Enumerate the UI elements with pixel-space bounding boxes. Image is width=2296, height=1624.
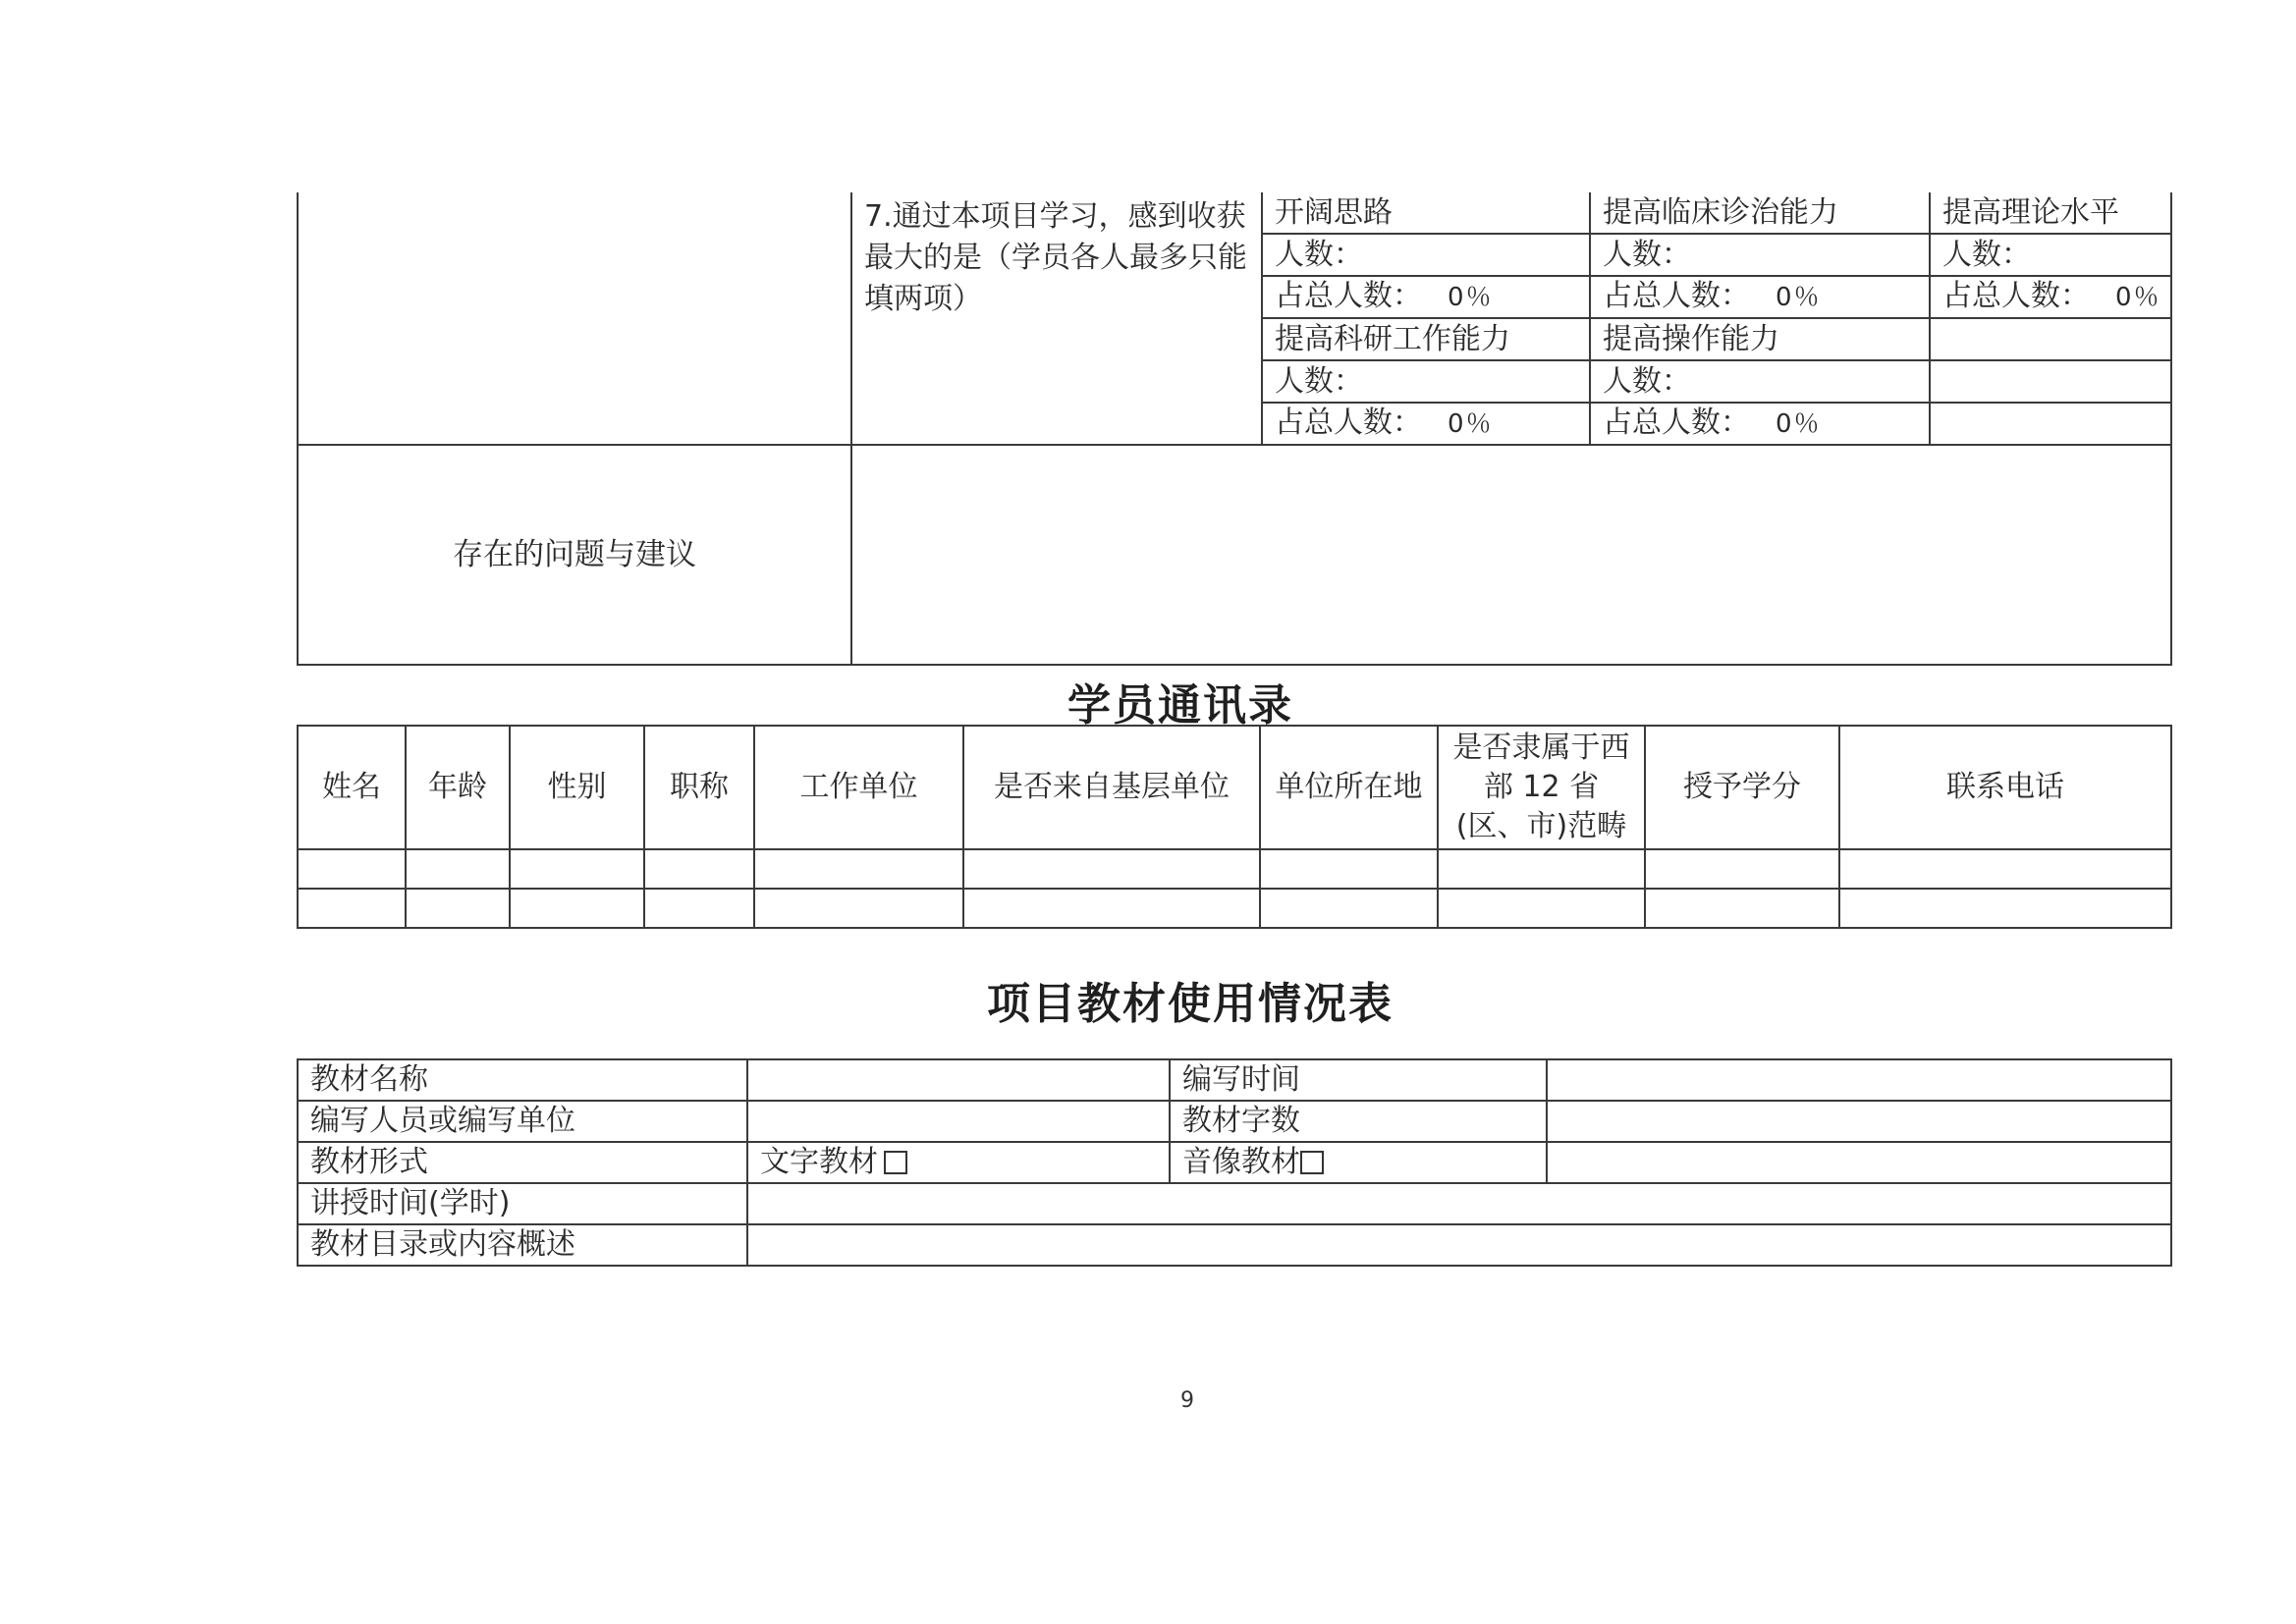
material-name-field[interactable] xyxy=(747,1059,1170,1101)
table-cell[interactable] xyxy=(1839,849,2171,889)
empty-cell xyxy=(1930,360,2171,403)
form-label: 教材形式 xyxy=(298,1142,747,1183)
table-cell[interactable] xyxy=(510,849,644,889)
feedback-table xyxy=(297,192,2172,666)
header-age: 年龄 xyxy=(406,726,510,849)
option-label: 提高临床诊治能力 xyxy=(1590,192,1930,234)
table-cell[interactable] xyxy=(1260,889,1438,928)
text-material-option[interactable] xyxy=(747,1142,1170,1183)
issues-content-cell xyxy=(851,445,2171,665)
table-cell[interactable] xyxy=(406,889,510,928)
word-count-field[interactable] xyxy=(1547,1101,2171,1142)
header-gender: 性别 xyxy=(510,726,644,849)
table-cell[interactable] xyxy=(754,889,963,928)
option-percent: 占总人数： 0％ xyxy=(1930,276,2171,318)
empty-cell xyxy=(1930,318,2171,360)
toc-field[interactable] xyxy=(747,1224,2171,1266)
header-grassroots: 是否来自基层单位 xyxy=(963,726,1260,849)
table-cell[interactable] xyxy=(1645,889,1839,928)
av-material-label: 音像教材 xyxy=(1182,1145,1300,1179)
table-cell[interactable] xyxy=(406,849,510,889)
compile-time-label: 编写时间 xyxy=(1170,1059,1547,1101)
teaching-hours-label: 讲授时间(学时) xyxy=(298,1183,747,1224)
option-label: 提高操作能力 xyxy=(1590,318,1930,360)
option-count: 人数： xyxy=(1590,234,1930,276)
word-count-label: 教材字数 xyxy=(1170,1101,1547,1142)
form-empty-cell xyxy=(1547,1142,2171,1183)
toc-label: 教材目录或内容概述 xyxy=(298,1224,747,1266)
materials-table xyxy=(297,1058,2172,1267)
header-title: 职称 xyxy=(644,726,754,849)
header-western-province: 是否隶属于西部 12 省(区、市)范畴 xyxy=(1438,726,1645,849)
table-cell[interactable] xyxy=(644,889,754,928)
compile-time-field[interactable] xyxy=(1547,1059,2171,1101)
header-workplace: 工作单位 xyxy=(754,726,963,849)
option-percent: 占总人数： 0％ xyxy=(1262,276,1590,318)
option-percent: 占总人数： 0％ xyxy=(1262,403,1590,445)
table-cell[interactable] xyxy=(1645,849,1839,889)
option-percent: 占总人数： 0％ xyxy=(1590,276,1930,318)
option-count: 人数： xyxy=(1930,234,2171,276)
materials-title: 项目教材使用情况表 xyxy=(987,979,1394,1029)
table-cell[interactable] xyxy=(1438,889,1645,928)
feedback-left-cell xyxy=(298,192,851,445)
option-label: 提高科研工作能力 xyxy=(1262,318,1590,360)
option-count: 人数： xyxy=(1590,360,1930,403)
text-material-label: 文字教材 xyxy=(760,1145,878,1179)
table-row xyxy=(298,889,2171,928)
header-location: 单位所在地 xyxy=(1260,726,1438,849)
table-cell[interactable] xyxy=(1438,849,1645,889)
table-cell[interactable] xyxy=(963,889,1260,928)
author-field[interactable] xyxy=(747,1101,1170,1142)
empty-cell xyxy=(1930,403,2171,445)
header-name: 姓名 xyxy=(298,726,406,849)
table-cell[interactable] xyxy=(510,889,644,928)
text-material-checkbox[interactable] xyxy=(884,1151,907,1174)
table-cell[interactable] xyxy=(1260,849,1438,889)
contacts-table xyxy=(297,725,2172,929)
option-label: 开阔思路 xyxy=(1262,192,1590,234)
table-cell[interactable] xyxy=(963,849,1260,889)
option-count: 人数： xyxy=(1262,360,1590,403)
table-cell[interactable] xyxy=(1839,889,2171,928)
author-label: 编写人员或编写单位 xyxy=(298,1101,747,1142)
option-percent: 占总人数： 0％ xyxy=(1590,403,1930,445)
table-cell[interactable] xyxy=(298,889,406,928)
header-phone: 联系电话 xyxy=(1839,726,2171,849)
header-credits: 授予学分 xyxy=(1645,726,1839,849)
av-material-checkbox[interactable] xyxy=(1300,1151,1324,1174)
teaching-hours-field[interactable] xyxy=(747,1183,2171,1224)
av-material-option[interactable] xyxy=(1170,1142,1547,1183)
table-row xyxy=(298,849,2171,889)
issues-label: 存在的问题与建议 xyxy=(298,445,851,665)
contacts-title: 学员通讯录 xyxy=(1067,680,1293,731)
page-number: 9 xyxy=(1180,1388,1194,1413)
option-count: 人数： xyxy=(1262,234,1590,276)
table-cell[interactable] xyxy=(298,849,406,889)
table-cell[interactable] xyxy=(644,849,754,889)
question-7-text: 7.通过本项目学习，感到收获最大的是（学员各人最多只能填两项） xyxy=(851,192,1262,445)
table-cell[interactable] xyxy=(754,849,963,889)
material-name-label: 教材名称 xyxy=(298,1059,747,1101)
option-label: 提高理论水平 xyxy=(1930,192,2171,234)
